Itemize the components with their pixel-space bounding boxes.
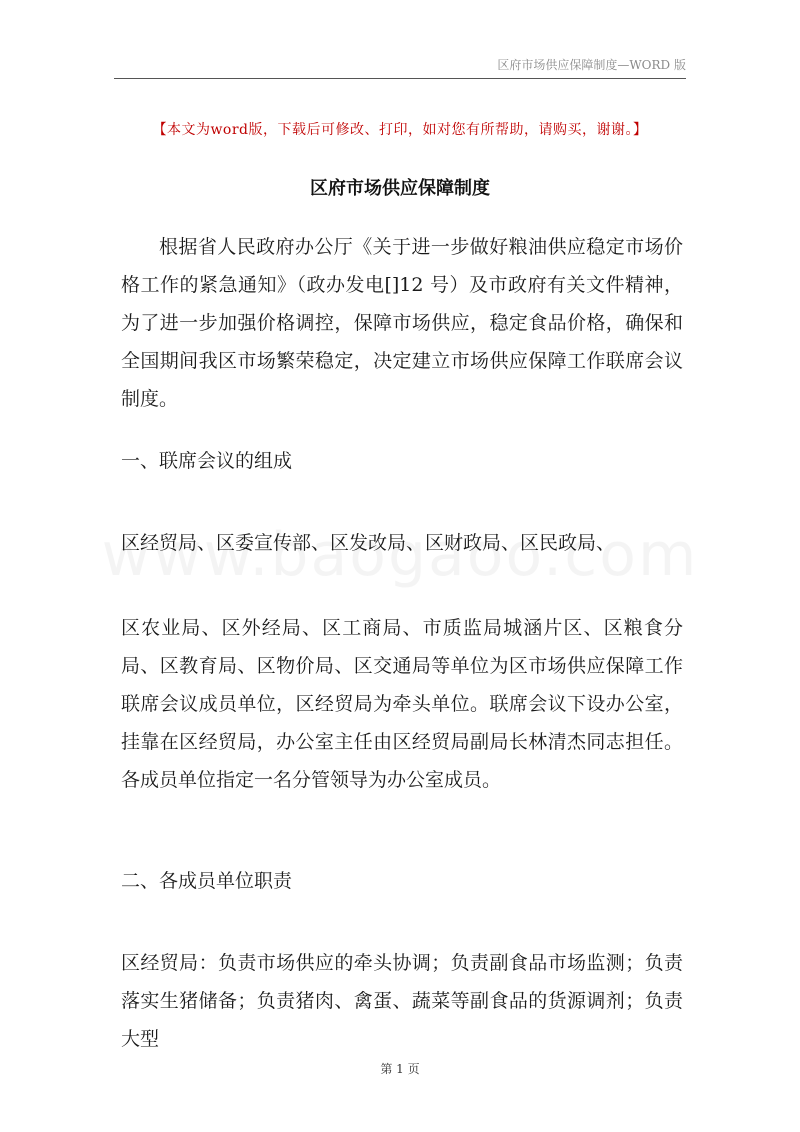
page-footer	[0, 1060, 800, 1077]
section-2-heading: 二、各成员单位职责	[121, 870, 293, 892]
page-header	[114, 56, 686, 79]
purchase-notice: 【本文为word版，下载后可修改、打印，如对您有所帮助，请购买，谢谢。】	[152, 122, 648, 138]
section-2-paragraph: 区经贸局：负责市场供应的牵头协调；负责副食品市场监测；负责落实生猪储备；负责猪肉、禽蛋、蔬菜等副食品的货源调剂；负责大型	[121, 952, 683, 1050]
running-title: 区府市场供应保障制度—WORD 版	[497, 58, 686, 72]
section-1-heading: 一、联席会议的组成	[121, 450, 293, 472]
document-title: 区府市场供应保障制度	[310, 178, 490, 199]
section-1-members-paragraph: 区农业局、区外经局、区工商局、市质监局城涵片区、区粮食分局、区教育局、区物价局、区交通局等单位为区市场供应保障工作联席会议成员单位，区经贸局为牵头单位。联席会议下设办公室，挂靠在区经贸局，办公室主任由区经贸局副局长林清杰同志担任。各成员单位指定一名分管领导为办公室成员。	[121, 617, 683, 791]
section-1-members-line: 区经贸局、区委宣传部、区发改局、区财政局、区民政局、	[121, 532, 616, 554]
page-number: 第 1 页	[380, 1062, 420, 1076]
intro-paragraph: 根据省人民政府办公厅《关于进一步做好粮油供应稳定市场价格工作的紧急通知》（政办发电[]12 号）及市政府有关文件精神，为了进一步加强价格调控，保障市场供应，稳定食品价格，确保和全国期间我区市场繁荣稳定，决定建立市场供应保障工作联席会议制度。	[121, 236, 683, 410]
